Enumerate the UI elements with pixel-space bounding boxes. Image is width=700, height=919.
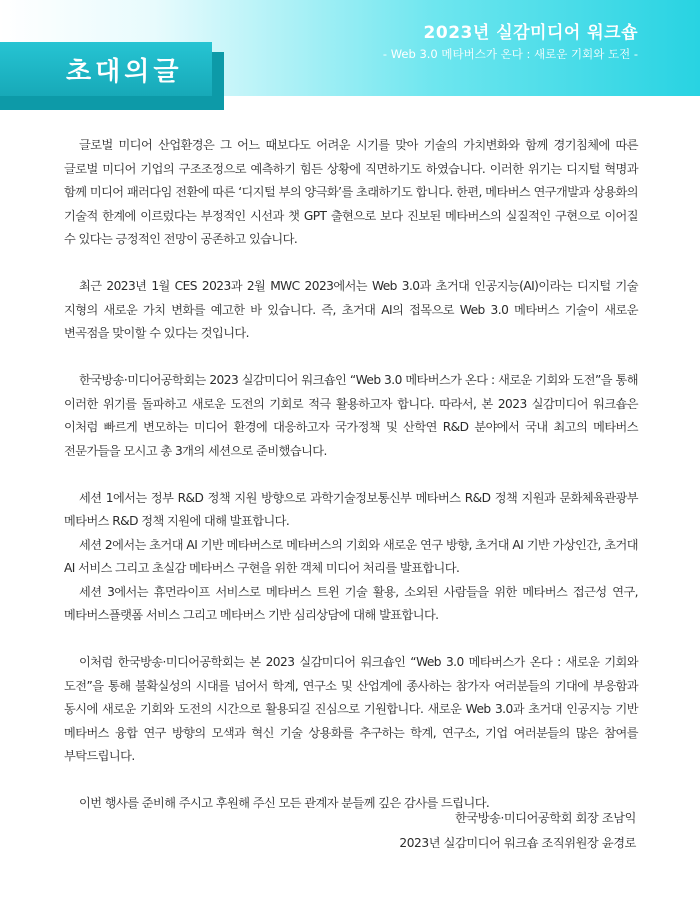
signature-president: 한국방송·미디어공학회 회장 조남익 xyxy=(454,811,636,825)
event-subtitle: - Web 3.0 메타버스가 온다 : 새로운 기회와 도전 - xyxy=(382,47,638,61)
event-title: 2023년 실감미디어 워크숍 xyxy=(423,23,638,43)
paragraph-intro: 글로벌 미디어 산업환경은 그 어느 때보다도 어려운 시기를 맞아 기술의 가치변화와 함께 경기침체에 따른 글로벌 미디어 기업의 구조조정으로 예측하기 힘든 상황에 직면하기도 하였습니다. 이러한 위기는 디지털 혁명과 함께 미디어 패러다임 전환에 따른 ‘디지털 부의 양극화’를 초래하기도 합니다. 한편, 메타버스 연구개발과 상용화의 기술적 한계에 이르렀다는 부정적인 시선과 챗 GPT 출현으로 보다 진보된 메타버스의 실질적인 구현으로 이어질 수 있다는 긍정적인 전망이 공존하고 있습니다. xyxy=(64,138,638,246)
signature-chair: 2023년 실감미디어 워크숍 조직위원장 윤경로 xyxy=(399,836,636,850)
paragraph-session-3: 세션 3에서는 휴먼라이프 서비스로 메타버스 트윈 기술 활용, 소외된 사람들을 위한 메타버스 접근성 연구, 메타버스플랫폼 서비스 그리고 메타버스 기반 심리상담에 대해 발표합니다. xyxy=(64,584,638,622)
paragraph-session-2: 세션 2에서는 초거대 AI 기반 메타버스로 메타버스의 기회와 새로운 연구 방향, 초거대 AI 기반 가상인간, 초거대 AI 서비스 그리고 초실감 메타버스 구현을 위한 객체 미디어 처리를 발표합니다. xyxy=(64,537,638,575)
title-tab xyxy=(0,42,212,96)
paragraph-thanks: 이번 행사를 준비해 주시고 후원해 주신 모든 관계자 분들께 깊은 감사를 드립니다. xyxy=(79,796,490,810)
paragraph-ces-mwc: 최근 2023년 1월 CES 2023과 2월 MWC 2023에서는 Web 3.0과 초거대 인공지능(AI)이라는 디지털 기술 지형의 새로운 가치 변화를 예고한 바 있습니다. 즉, 초거대 AI의 접목으로 Web 3.0 메타버스 기술이 새로운 변곡점을 맞이할 수 있다는 것입니다. xyxy=(64,279,638,340)
page-title: 초대의글 xyxy=(66,56,183,87)
paragraph-workshop: 한국방송·미디어공학회는 2023 실감미디어 워크숍인 “Web 3.0 메타버스가 온다 : 새로운 기회와 도전”을 통해 이러한 위기를 돌파하고 새로운 도전의 기회로 적극 활용하고자 합니다. 따라서, 본 2023 실감미디어 워크숍은 이처럼 빠르게 변모하는 미디어 환경에 대응하고자 국가정책 및 산학연 R&D 분야에서 국내 최고의 메타버스 전문가들을 모시고 총 3개의 세션으로 준비했습니다. xyxy=(64,373,638,458)
letter-body xyxy=(64,134,638,839)
signatures xyxy=(399,806,636,856)
paragraph-closing: 이처럼 한국방송·미디어공학회는 본 2023 실감미디어 워크숍인 “Web 3.0 메타버스가 온다 : 새로운 기회와 도전”을 통해 불확실성의 시대를 넘어서 학계, 연구소 및 산업계에 종사하는 참가자 여러분들의 기대에 부응함과 동시에 새로운 기회와 도전의 시간으로 활용되길 진심으로 기원합니다. 새로운 Web 3.0과 초거대 인공지능 기반 메타버스 융합 연구 방향의 모색과 혁신 기술 상용화를 추구하는 학계, 연구소, 기업 여러분들의 많은 참여를 부탁드립니다. xyxy=(64,655,638,763)
paragraph-session-1: 세션 1에서는 정부 R&D 정책 지원 방향으로 과학기술정보통신부 메타버스 R&D 정책 지원과 문화체육관광부 메타버스 R&D 정책 지원에 대해 발표합니다. xyxy=(64,490,638,528)
